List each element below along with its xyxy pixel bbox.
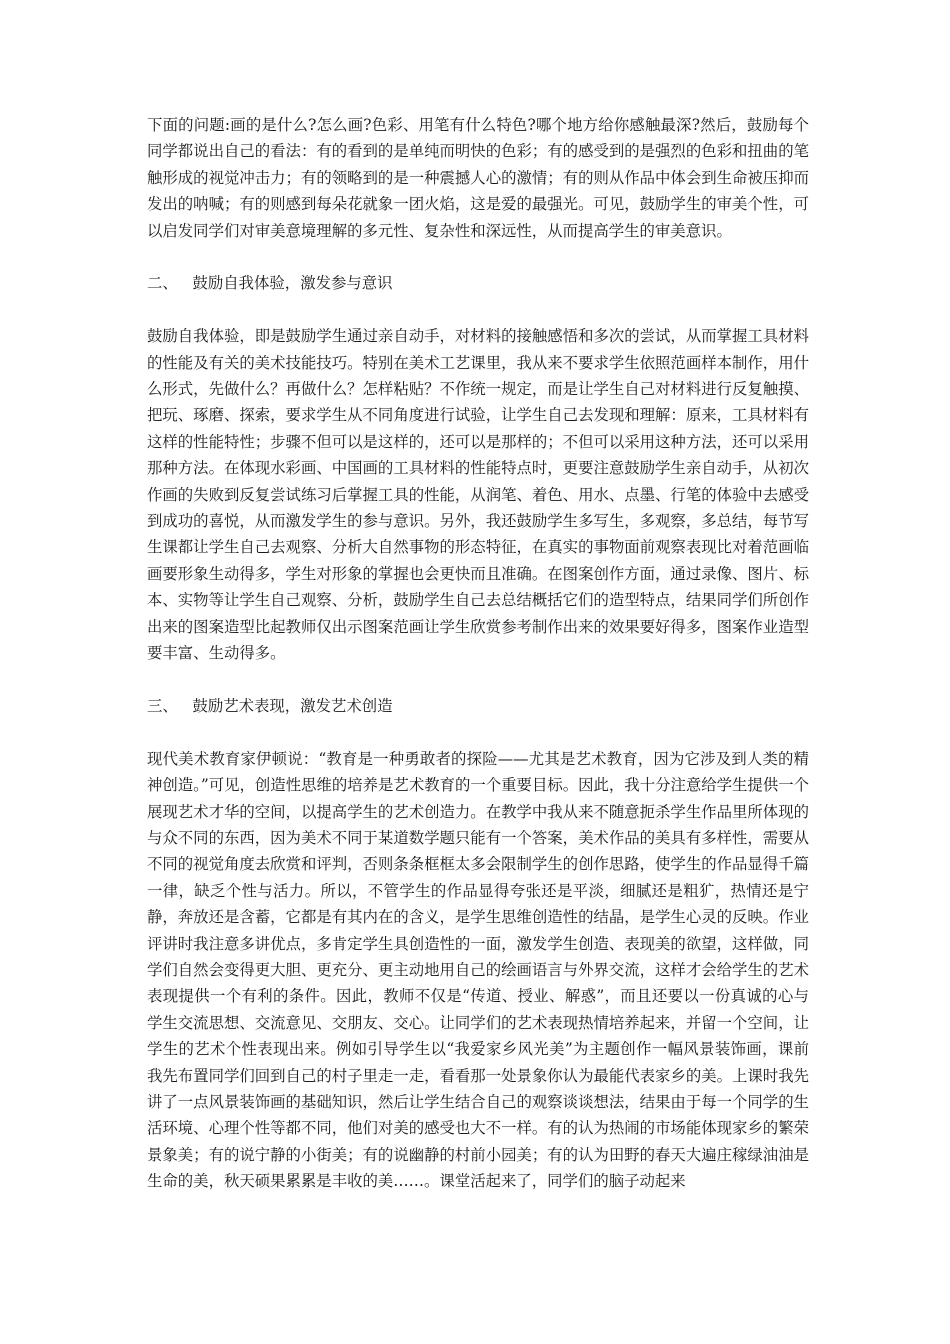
paragraph-self-experience: 鼓励自我体验，即是鼓励学生通过亲自动手，对材料的接触感悟和多次的尝试，从而掌握工具材料的性能及有关的美术技能技巧。特别在美术工艺课里，我从来不要求学生依照范画样本制作，用什么形式，先做什么？再做什么？怎样粘贴？不作统一规定，而是让学生自己对材料进行反复触摸、把玩、琢磨、探索，要求学生从不同角度进行试验，让学生自己去发现和理解：原来，工具材料有这样的性能特性；步骤不但可以是这样的，还可以是那样的；不但可以采用这种方法，还可以采用那种方法。在体现水彩画、中国画的工具材料的性能特点时，更要注意鼓励学生亲自动手，从初次作画的失败到反复尝试练习后掌握工具的性能，从润笔、着色、用水、点墨、行笔的体验中去感受到成功的喜悦，从而激发学生的参与意识。另外，我还鼓励学生多写生，多观察，多总结，每节写生课都让学生自己去观察、分析大自然事物的形态特征，在真实的事物面前观察表现比对着范画临画要形象生动得多，学生对形象的掌握也会更快而且准确。在图案创作方面，通过录像、图片、标本、实物等让学生自己观察、分析，鼓励学生自己去总结概括它们的造型特点，结果同学们所创作出来的图案造型比起教师仅出示图案范画让学生欣赏参考制作出来的效果要好得多，图案作业造型要丰富、生动得多。	[147, 327, 809, 663]
paragraph-spacer	[147, 667, 809, 693]
paragraph-spacer	[147, 719, 809, 745]
paragraph-intro: 下面的问题:画的是什么?怎么画?色彩、用笔有什么特色?哪个地方给你感触最深?然后，鼓励每个同学都说出自己的看法：有的看到的是单纯而明快的色彩；有的感受到的是强烈的色彩和扭曲的笔触形成的视觉冲击力；有的领略到的是一种震撼人心的激情；有的则从作品中体会到生命被压抑而发出的呐喊；有的则感到每朵花就象一团火焰，这是爱的最强光。可见，鼓励学生的审美个性，可以启发同学们对审美意境理解的多元性、复杂性和深远性，从而提高学生的审美意识。	[147, 116, 809, 240]
paragraph-art-expression: 现代美术教育家伊顿说：“教育是一种勇敢者的探险——尤其是艺术教育，因为它涉及到人类的精神创造。”可见，创造性思维的培养是艺术教育的一个重要目标。因此，我十分注意给学生提供一个展现艺术才华的空间，以提高学生的艺术创造力。在教学中我从来不随意扼杀学生作品里所体现的与众不同的东西，因为美术不同于某道数学题只能有一个答案，美术作品的美具有多样性，需要从不同的视觉角度去欣赏和评判，否则条条框框太多会限制学生的创作思路，使学生的作品显得千篇一律，缺乏个性与活力。所以，不管学生的作品显得夸张还是平淡，细腻还是粗犷，热情还是宁静，奔放还是含蓄，它都是有其内在的含义，是学生思维创造性的结晶，是学生心灵的反映。作业评讲时我注意多讲优点，多肯定学生具创造性的一面，激发学生创造、表现美的欲望，这样做，同学们自然会变得更大胆、更充分、更主动地用自己的绘画语言与外界交流，这样才会给学生的艺术表现提供一个有利的条件。因此，教师不仅是“传道、授业、解惑”，而且还要以一份真诚的心与学生交流思想、交流意见、交朋友、交心。让同学们的艺术表现热情培养起来，并留一个空间，让学生的艺术个性表现出来。例如引导学生以“我爱家乡风光美”为主题创作一幅风景装饰画，课前我先布置同学们回到自己的村子里走一走，看看那一处景象你认为最能代表家乡的美。上课时我先讲了一点风景装饰画的基础知识，然后让学生结合自己的观察谈谈想法，结果由于每一个同学的生活环境、心理个性等都不同，他们对美的感受也大不一样。有的认为热闹的市场能体现家乡的繁荣景象美；有的说宁静的小街美；有的说幽静的村前小园美；有的认为田野的春天大遍庄稼绿油油是生命的美，秋天硕果累累是丰收的美……。课堂活起来了，同学们的脑子动起来	[147, 749, 809, 1191]
paragraph-spacer	[147, 297, 809, 323]
paragraph-spacer	[147, 244, 809, 270]
section-heading-3: 三、 鼓励艺术表现，激发艺术创造	[147, 696, 393, 715]
section-heading-2: 二、 鼓励自我体验，激发参与意识	[147, 274, 393, 293]
document-page	[147, 112, 809, 1195]
